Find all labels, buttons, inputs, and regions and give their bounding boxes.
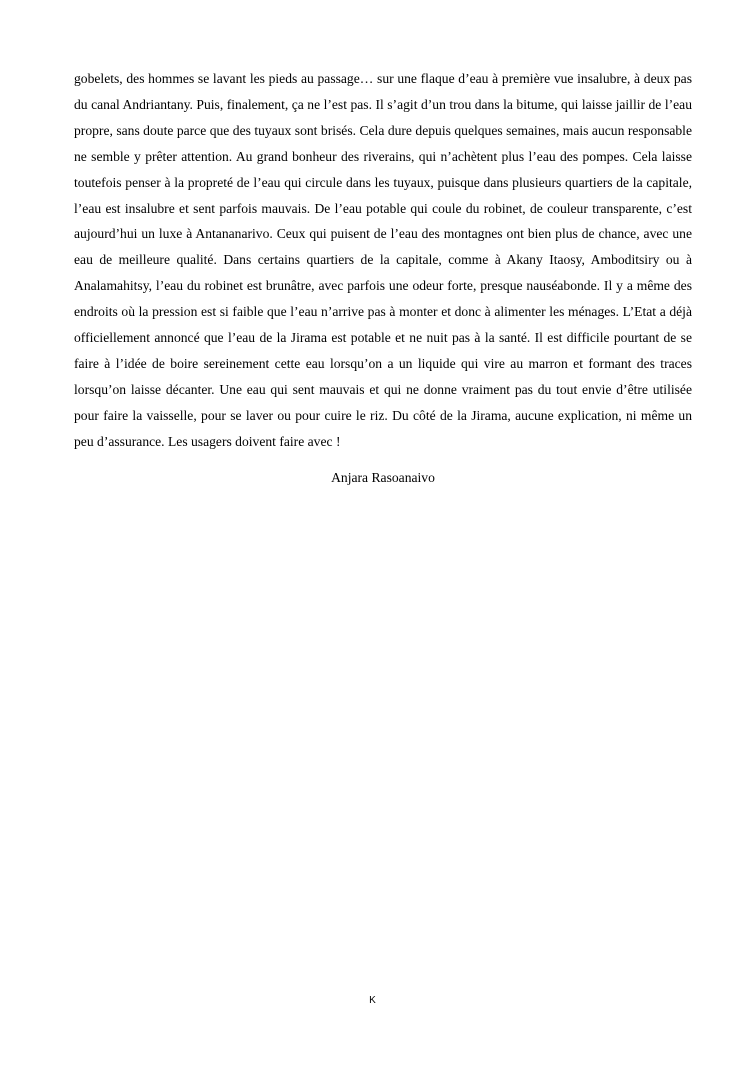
article-body: gobelets, des hommes se lavant les pieds au passage… sur une flaque d’eau à première vue insalubre, à deux pas du canal Andriantany. Puis, finalement, ça ne l’est pas. Il s’agit d’un trou dans la bitume, qui laisse jaillir de l’eau propre, sans doute parce que des tuyaux sont brisés. Cela dure depuis quelques semaines, mais aucun responsable ne semble y prêter attention. Au grand bonheur des riverains, qui n’achètent plus l’eau des pompes. Cela laisse toutefois penser à la propreté de l’eau qui circule dans les tuyaux, puisque dans plusieurs quartiers de la capitale, l’eau est insalubre et sent parfois mauvais. De l’eau potable qui coule du robinet, de couleur transparente, c’est aujourd’hui un luxe à Antananarivo. Ceux qui puisent de l’eau des montagnes ont bien plus de chance, avec une eau de meilleure qualité. Dans certains quartiers de la capitale, comme à Akany Itaosy, Amboditsiry ou à Analamahitsy, l’eau du robinet est brunâtre, avec parfois une odeur forte, presque nauséabonde. Il y a même des endroits où la pression est si faible que l’eau n’arrive pas à monter et donc à alimenter les ménages. L’Etat a déjà officiellement annoncé que l’eau de la Jirama est potable et ne nuit pas à la santé. Il est difficile pourtant de se faire à l’idée de boire sereinement cette eau lorsqu’on a un liquide qui vire au marron et formant des traces lorsqu’on laisse décanter. Une eau qui sent mauvais et qui ne donne vraiment pas du tout envie d’être utilisée pour faire la vaisselle, pour se laver ou pour cuire le riz. Du côté de la Jirama, aucune explication, ni même un peu d’assurance. Les usagers doivent faire avec ! (74, 71, 692, 449)
article-author: Anjara Rasoanaivo (331, 469, 435, 485)
page-number: K (369, 995, 376, 1006)
article-content (74, 66, 692, 491)
